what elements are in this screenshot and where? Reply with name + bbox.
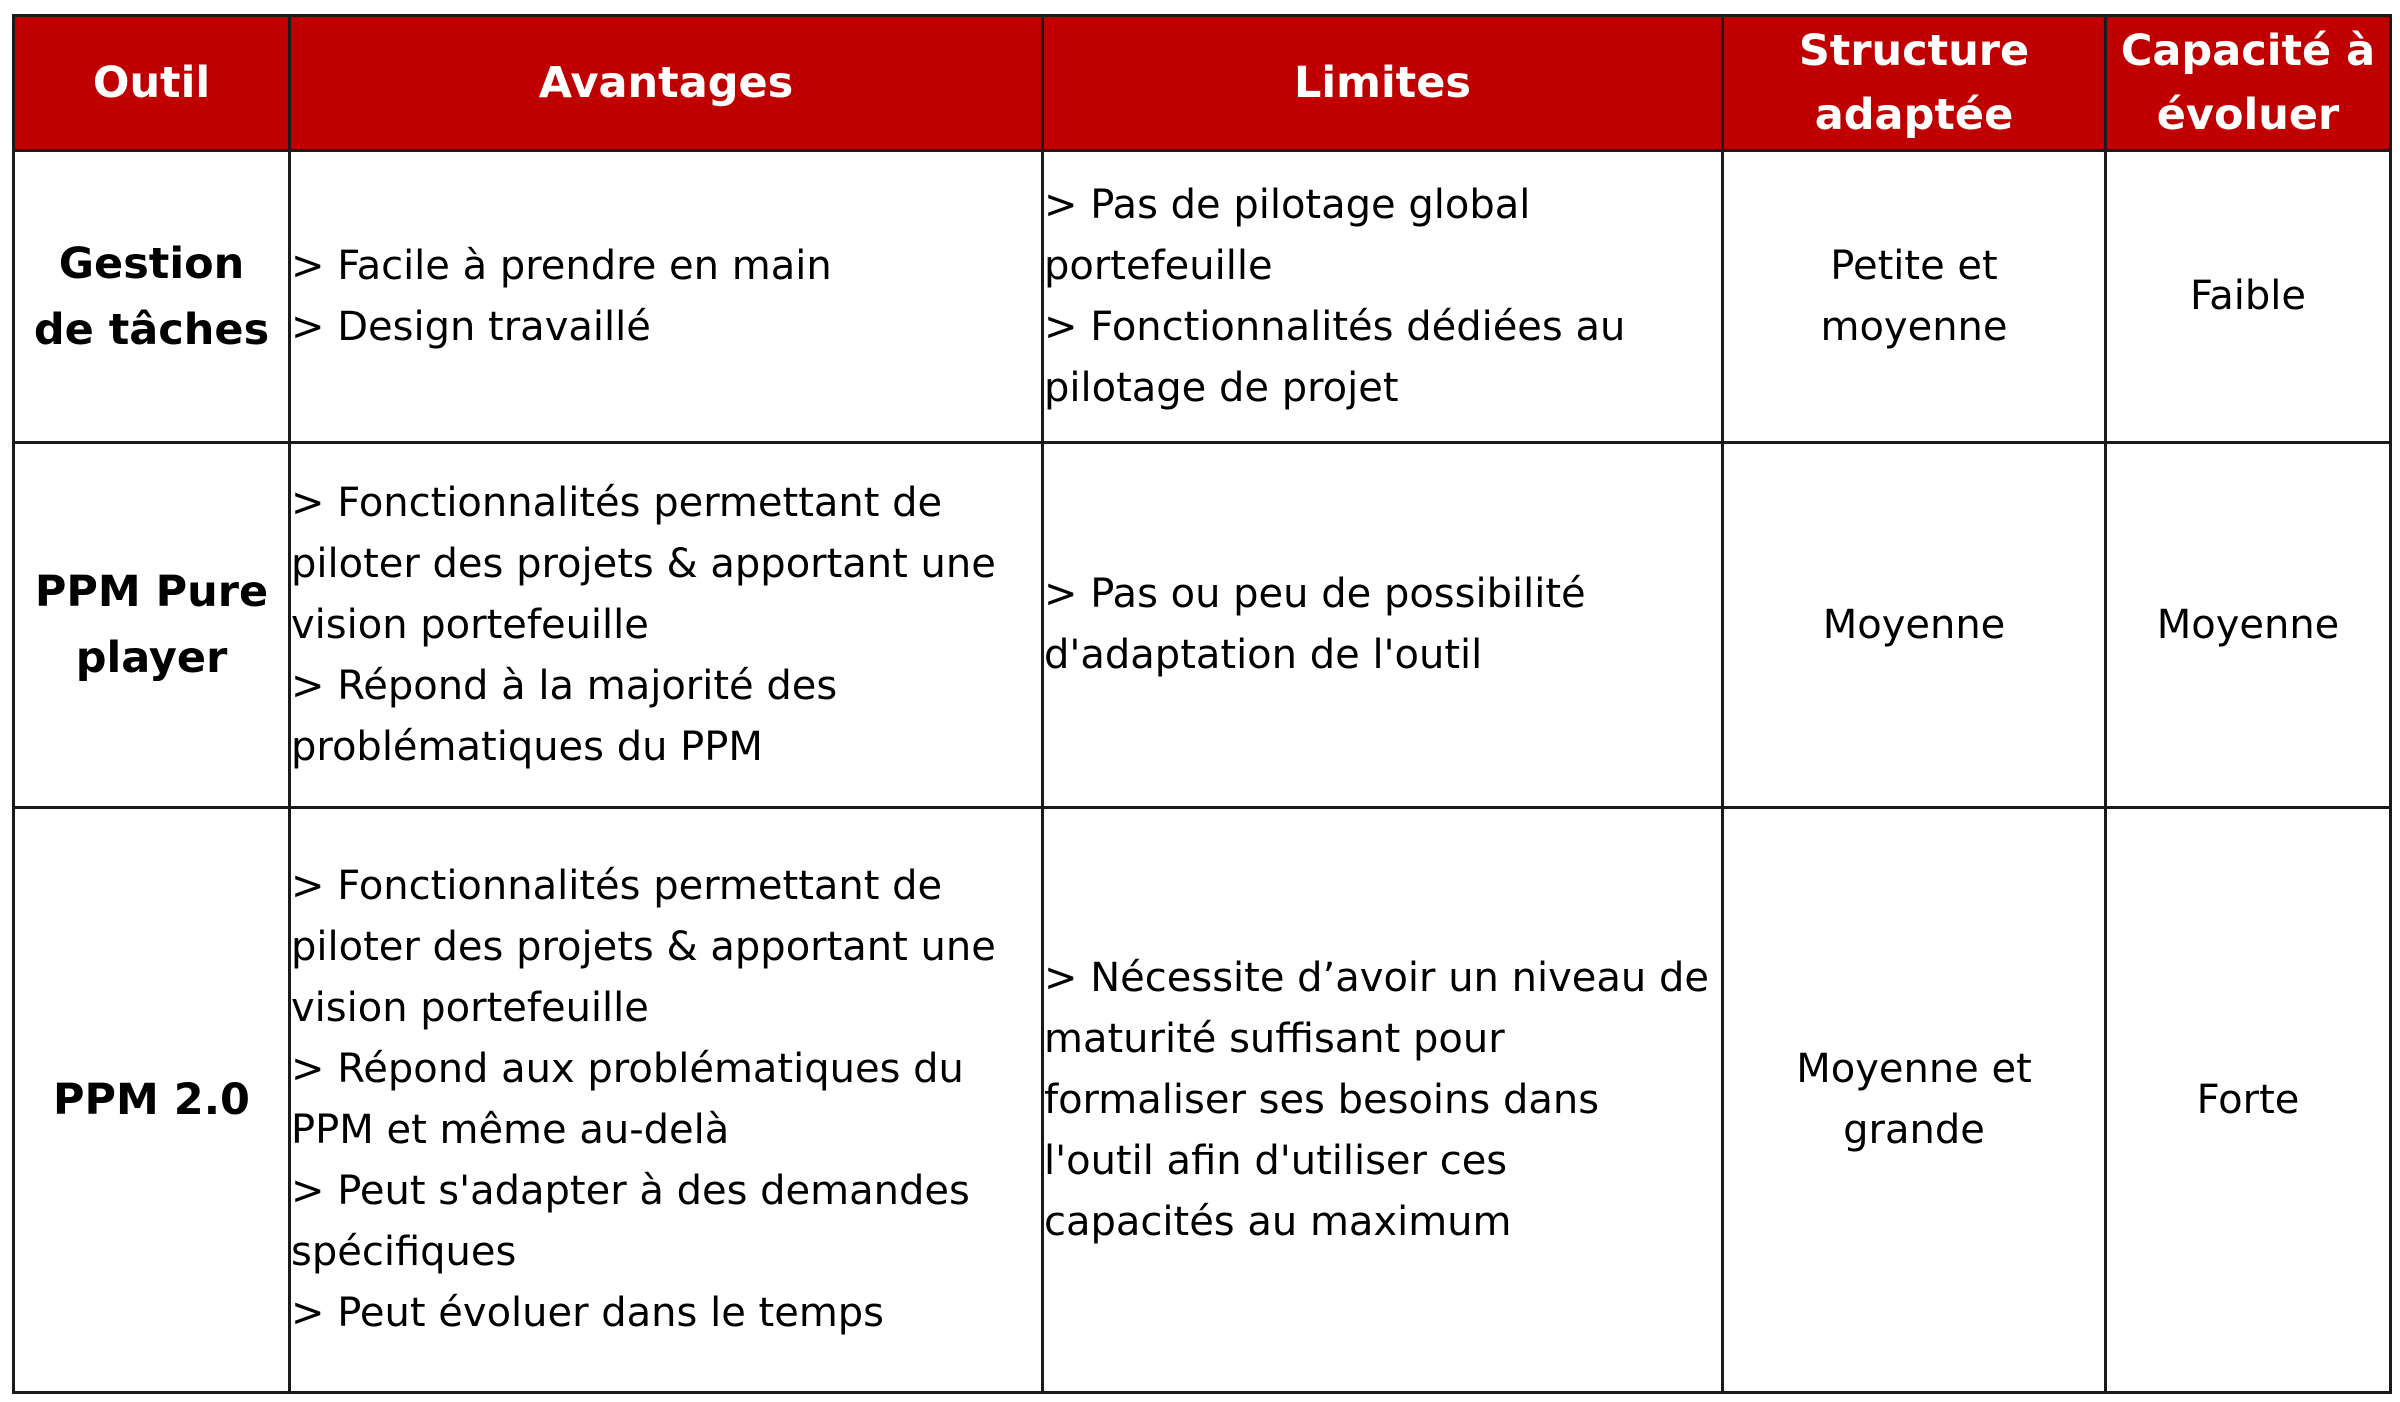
limites-line: > Pas de pilotage global	[1044, 181, 1531, 228]
limites-cell	[1043, 808, 1723, 1393]
tool-cell	[14, 151, 290, 443]
tool-name-line: player	[75, 633, 228, 683]
avantages-line: > Répond aux problématiques du	[291, 1046, 964, 1092]
structure-line: Moyenne	[1822, 601, 2006, 648]
header-capacite-line-2: évoluer	[2156, 90, 2340, 140]
capacite-cell	[2106, 151, 2391, 443]
avantages-line: piloter des projets & apportant une	[291, 924, 996, 970]
avantages-line: problématiques du PPM	[291, 723, 763, 770]
header-row	[14, 16, 2391, 151]
capacite-value: Faible	[2189, 273, 2307, 319]
header-structure-line-2: adaptée	[1814, 90, 2014, 140]
limites-line: > Fonctionnalités dédiées au	[1044, 303, 1626, 350]
avantages-cell	[290, 808, 1043, 1393]
avantages-line: > Répond à la majorité des	[291, 662, 838, 709]
tool-name-line: de tâches	[33, 304, 270, 355]
limites-line: maturité suffisant pour	[1044, 1015, 1505, 1062]
structure-cell	[1723, 151, 2106, 443]
avantages-line: > Facile à prendre en main	[291, 242, 832, 289]
avantages-line: piloter des projets & apportant une	[291, 540, 996, 587]
header-outil-label: Outil	[92, 58, 211, 108]
header-structure-line-1: Structure	[1798, 26, 2030, 76]
limites-line: d'adaptation de l'outil	[1044, 632, 1483, 678]
structure-line: grande	[1843, 1107, 1985, 1153]
header-limites	[1043, 16, 1723, 151]
header-limites-label: Limites	[1294, 58, 1471, 108]
header-avantages	[290, 16, 1043, 151]
capacite-cell	[2106, 808, 2391, 1393]
limites-line: capacités au maximum	[1044, 1198, 1512, 1245]
header-structure	[1723, 16, 2106, 151]
avantages-line: > Fonctionnalités permettant de	[291, 863, 943, 909]
tool-name-line: PPM Pure	[34, 567, 269, 617]
avantages-line: PPM et même au-delà	[291, 1107, 730, 1153]
limites-line: portefeuille	[1044, 242, 1273, 289]
structure-line: Petite et	[1830, 242, 1998, 289]
limites-cell	[1043, 151, 1723, 443]
limites-line: pilotage de projet	[1044, 364, 1399, 411]
avantages-line: spécifiques	[291, 1229, 517, 1275]
limites-cell	[1043, 443, 1723, 808]
avantages-cell	[290, 151, 1043, 443]
table-row-gestion-de-taches	[14, 151, 2391, 443]
table-row-ppm-2-0	[14, 808, 2391, 1393]
header-avantages-label: Avantages	[538, 58, 794, 108]
avantages-line: > Peut évoluer dans le temps	[291, 1290, 885, 1336]
avantages-line: > Fonctionnalités permettant de	[291, 479, 943, 526]
header-outil	[14, 16, 290, 151]
avantages-line: > Peut s'adapter à des demandes	[291, 1168, 970, 1214]
comparison-table	[12, 14, 2392, 1394]
avantages-line: vision portefeuille	[291, 985, 649, 1031]
avantages-cell	[290, 443, 1043, 808]
capacite-value: Moyenne	[2156, 601, 2340, 648]
limites-line: > Pas ou peu de possibilité	[1044, 571, 1586, 617]
header-capacite-line-1: Capacité à	[2120, 26, 2376, 76]
header-capacite	[2106, 16, 2391, 151]
avantages-line: > Design travaillé	[291, 303, 651, 350]
tool-name-line: Gestion	[58, 238, 245, 289]
tool-cell	[14, 443, 290, 808]
structure-cell	[1723, 808, 2106, 1393]
capacite-cell	[2106, 443, 2391, 808]
tool-cell	[14, 808, 290, 1393]
structure-line: moyenne	[1820, 303, 2008, 350]
avantages-line: vision portefeuille	[291, 601, 649, 648]
capacite-value: Forte	[2196, 1076, 2300, 1123]
limites-line: > Nécessite d’avoir un niveau de	[1044, 954, 1709, 1001]
limites-line: l'outil afin d'utiliser ces	[1044, 1137, 1508, 1184]
structure-line: Moyenne et	[1796, 1046, 2032, 1092]
structure-cell	[1723, 443, 2106, 808]
table-row-ppm-pure-player	[14, 443, 2391, 808]
tool-name-line: PPM 2.0	[53, 1075, 250, 1125]
limites-line: formaliser ses besoins dans	[1044, 1076, 1600, 1123]
